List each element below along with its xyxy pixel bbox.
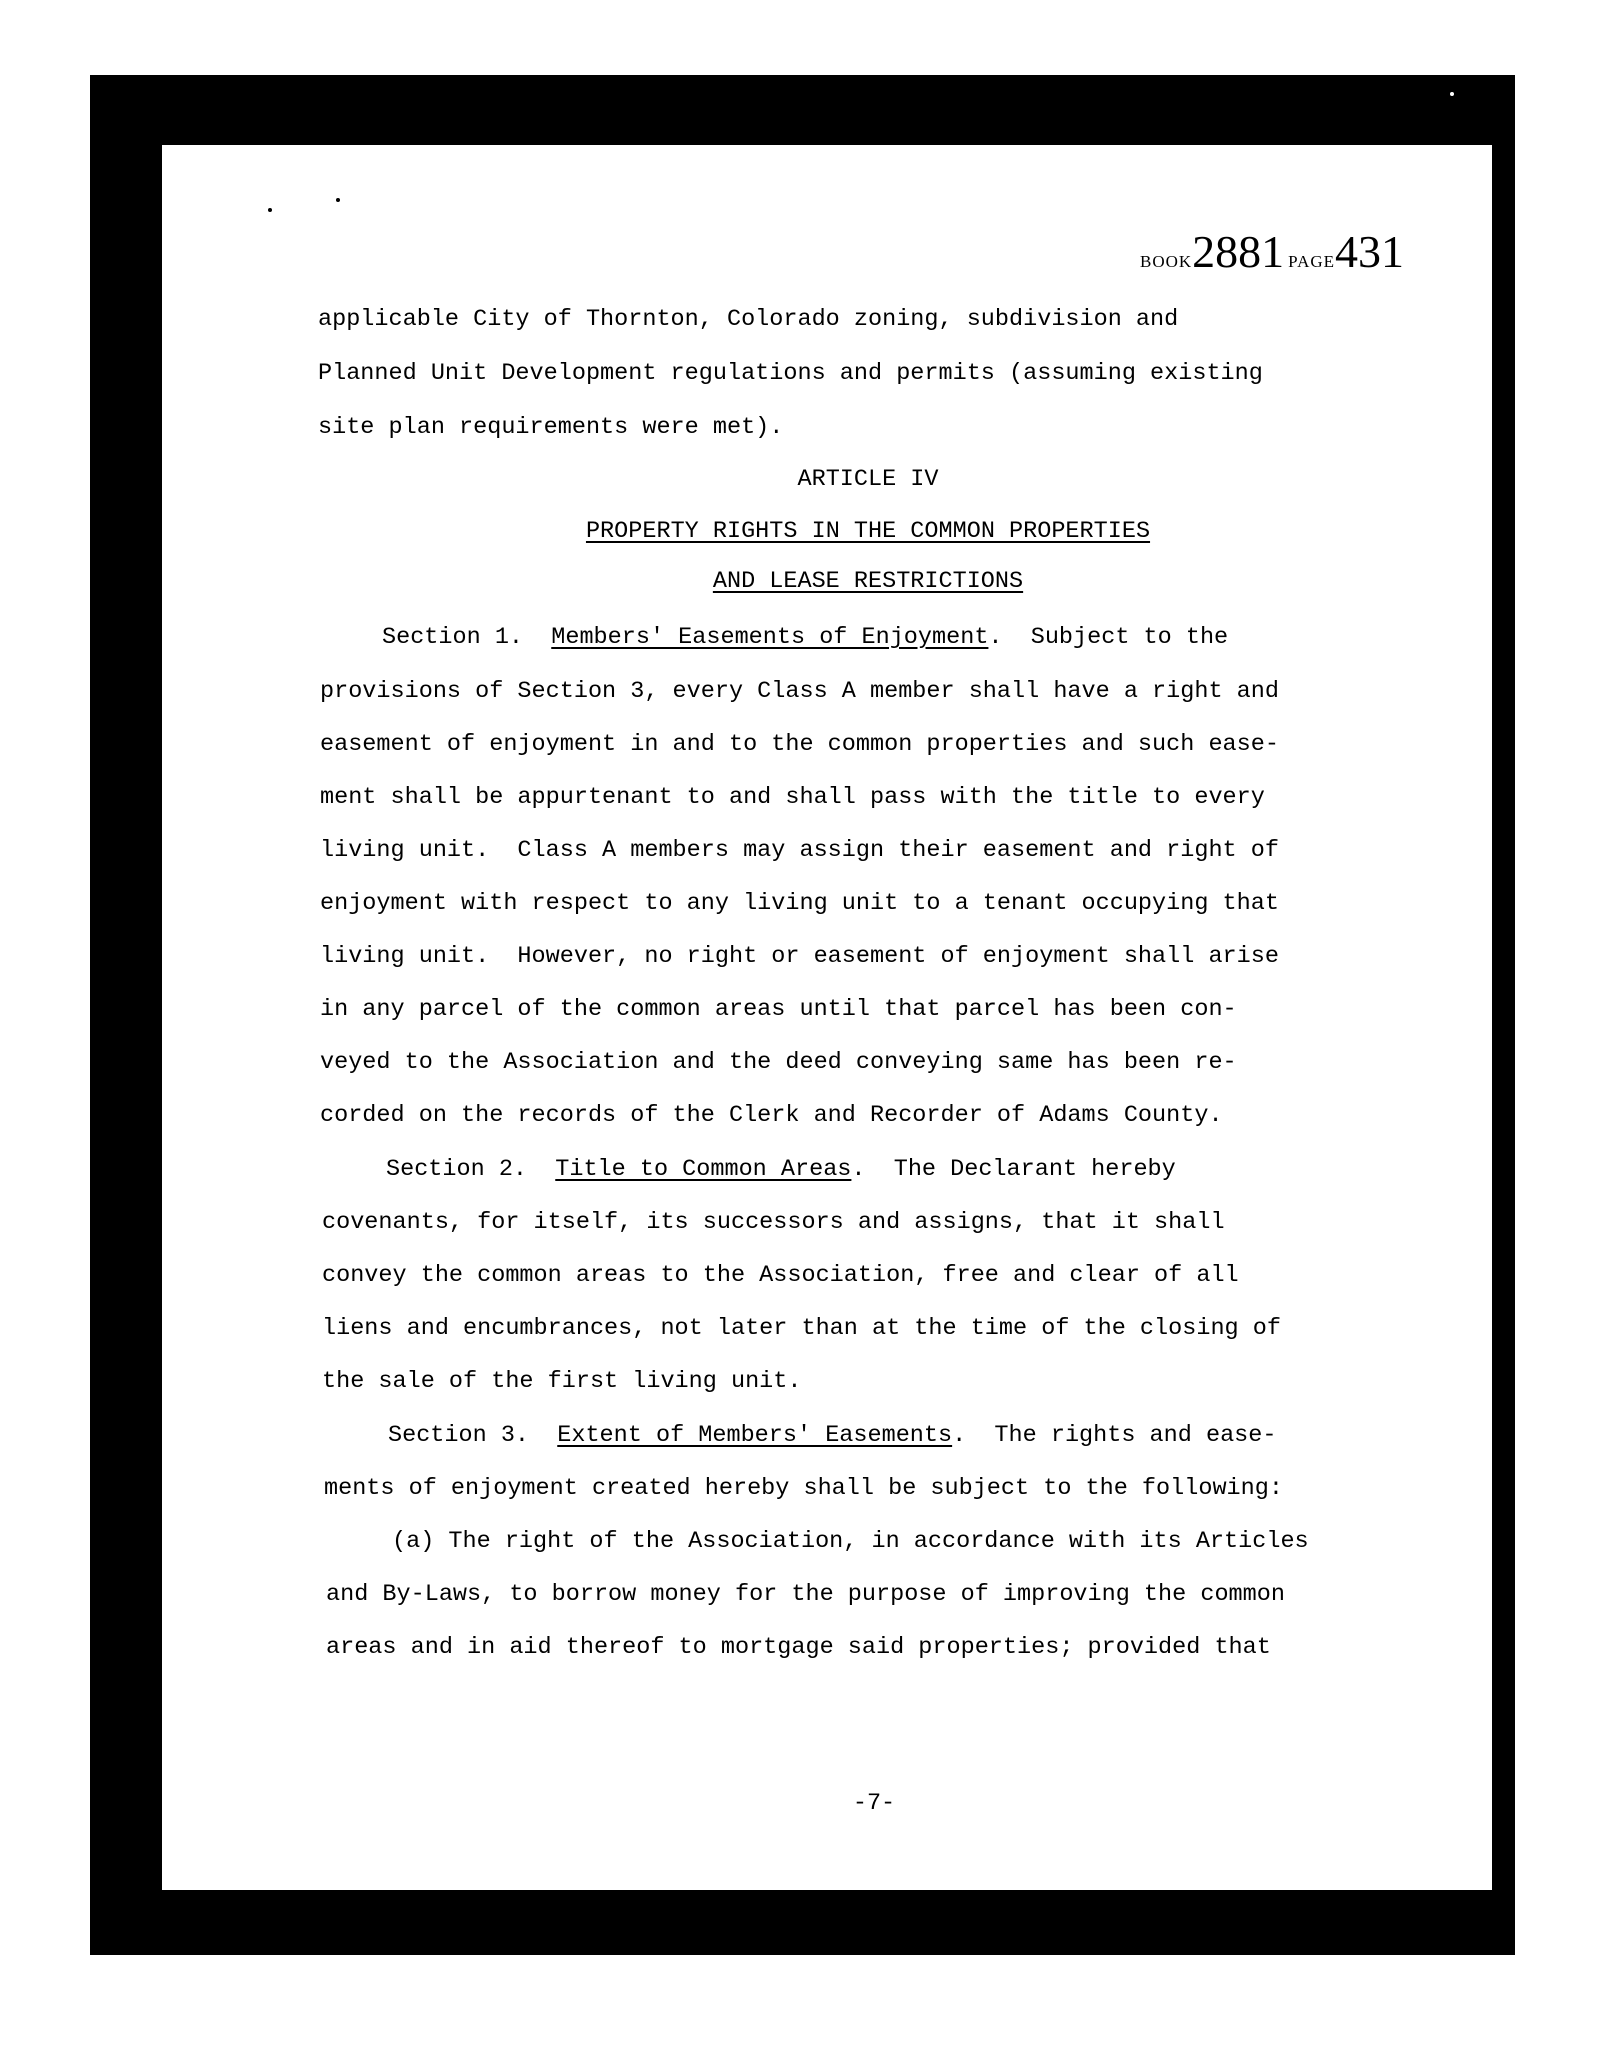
- section2-line: convey the common areas to the Association, free and clear of all: [322, 1262, 1239, 1289]
- section1-line: living unit. However, no right or easement of enjoyment shall arise: [320, 943, 1279, 970]
- book-label: BOOK: [1140, 252, 1193, 271]
- section3-item-a-line: areas and in aid thereof to mortgage said properties; provided that: [326, 1634, 1271, 1661]
- section2-line: liens and encumbrances, not later than at the time of the closing of: [322, 1315, 1281, 1342]
- section1-label: Section 1.: [382, 624, 524, 651]
- section1-line: provisions of Section 3, every Class A member shall have a right and: [320, 678, 1279, 705]
- page-number-stamp: 431: [1335, 226, 1405, 277]
- article-number: ARTICLE IV: [797, 466, 939, 493]
- section1-line: veyed to the Association and the deed conveying same has been re-: [320, 1049, 1237, 1076]
- book-number: 2881: [1192, 226, 1285, 277]
- section3-heading: Extent of Members' Easements: [557, 1422, 953, 1449]
- section1-line: easement of enjoyment in and to the common properties and such ease-: [320, 731, 1279, 758]
- article-title-line1: PROPERTY RIGHTS IN THE COMMON PROPERTIES: [585, 518, 1151, 545]
- section1-line: enjoyment with respect to any living unit to a tenant occupying that: [320, 890, 1279, 917]
- section2-label: Section 2.: [386, 1156, 528, 1183]
- section3-line: ments of enjoyment created hereby shall be subject to the following:: [324, 1475, 1283, 1502]
- page-footer-number: -7-: [852, 1790, 896, 1817]
- section3-item-a-line: (a) The right of the Association, in accordance with its Articles: [392, 1528, 1309, 1555]
- section3-first-line-rest: . The rights and ease-: [952, 1422, 1277, 1449]
- section2-line: covenants, for itself, its successors and assigns, that it shall: [322, 1209, 1225, 1236]
- section2-heading: Title to Common Areas: [555, 1156, 852, 1183]
- intro-line: applicable City of Thornton, Colorado zoning, subdivision and: [318, 306, 1179, 333]
- section3-item-a-line: and By-Laws, to borrow money for the purpose of improving the common: [326, 1581, 1285, 1608]
- intro-line: Planned Unit Development regulations and permits (assuming existing: [318, 360, 1263, 387]
- section1-first-line: [382, 626, 1228, 650]
- page-label: PAGE: [1288, 252, 1336, 271]
- section1-heading: Members' Easements of Enjoyment: [551, 624, 989, 651]
- section3-first-line: [388, 1424, 1276, 1448]
- section3-label: Section 3.: [388, 1422, 530, 1449]
- section1-line: ment shall be appurtenant to and shall pass with the title to every: [320, 784, 1265, 811]
- section1-line: corded on the records of the Clerk and Recorder of Adams County.: [320, 1102, 1223, 1129]
- section2-first-line-rest: . The Declarant hereby: [851, 1156, 1176, 1183]
- section2-line: the sale of the first living unit.: [322, 1368, 802, 1395]
- section2-first-line: [386, 1158, 1176, 1182]
- article-title-line2: AND LEASE RESTRICTIONS: [712, 568, 1024, 595]
- section1-line: living unit. Class A members may assign their easement and right of: [320, 837, 1279, 864]
- section1-line: in any parcel of the common areas until that parcel has been con-: [320, 996, 1237, 1023]
- intro-line: site plan requirements were met).: [318, 414, 784, 441]
- section1-first-line-rest: . Subject to the: [988, 624, 1229, 651]
